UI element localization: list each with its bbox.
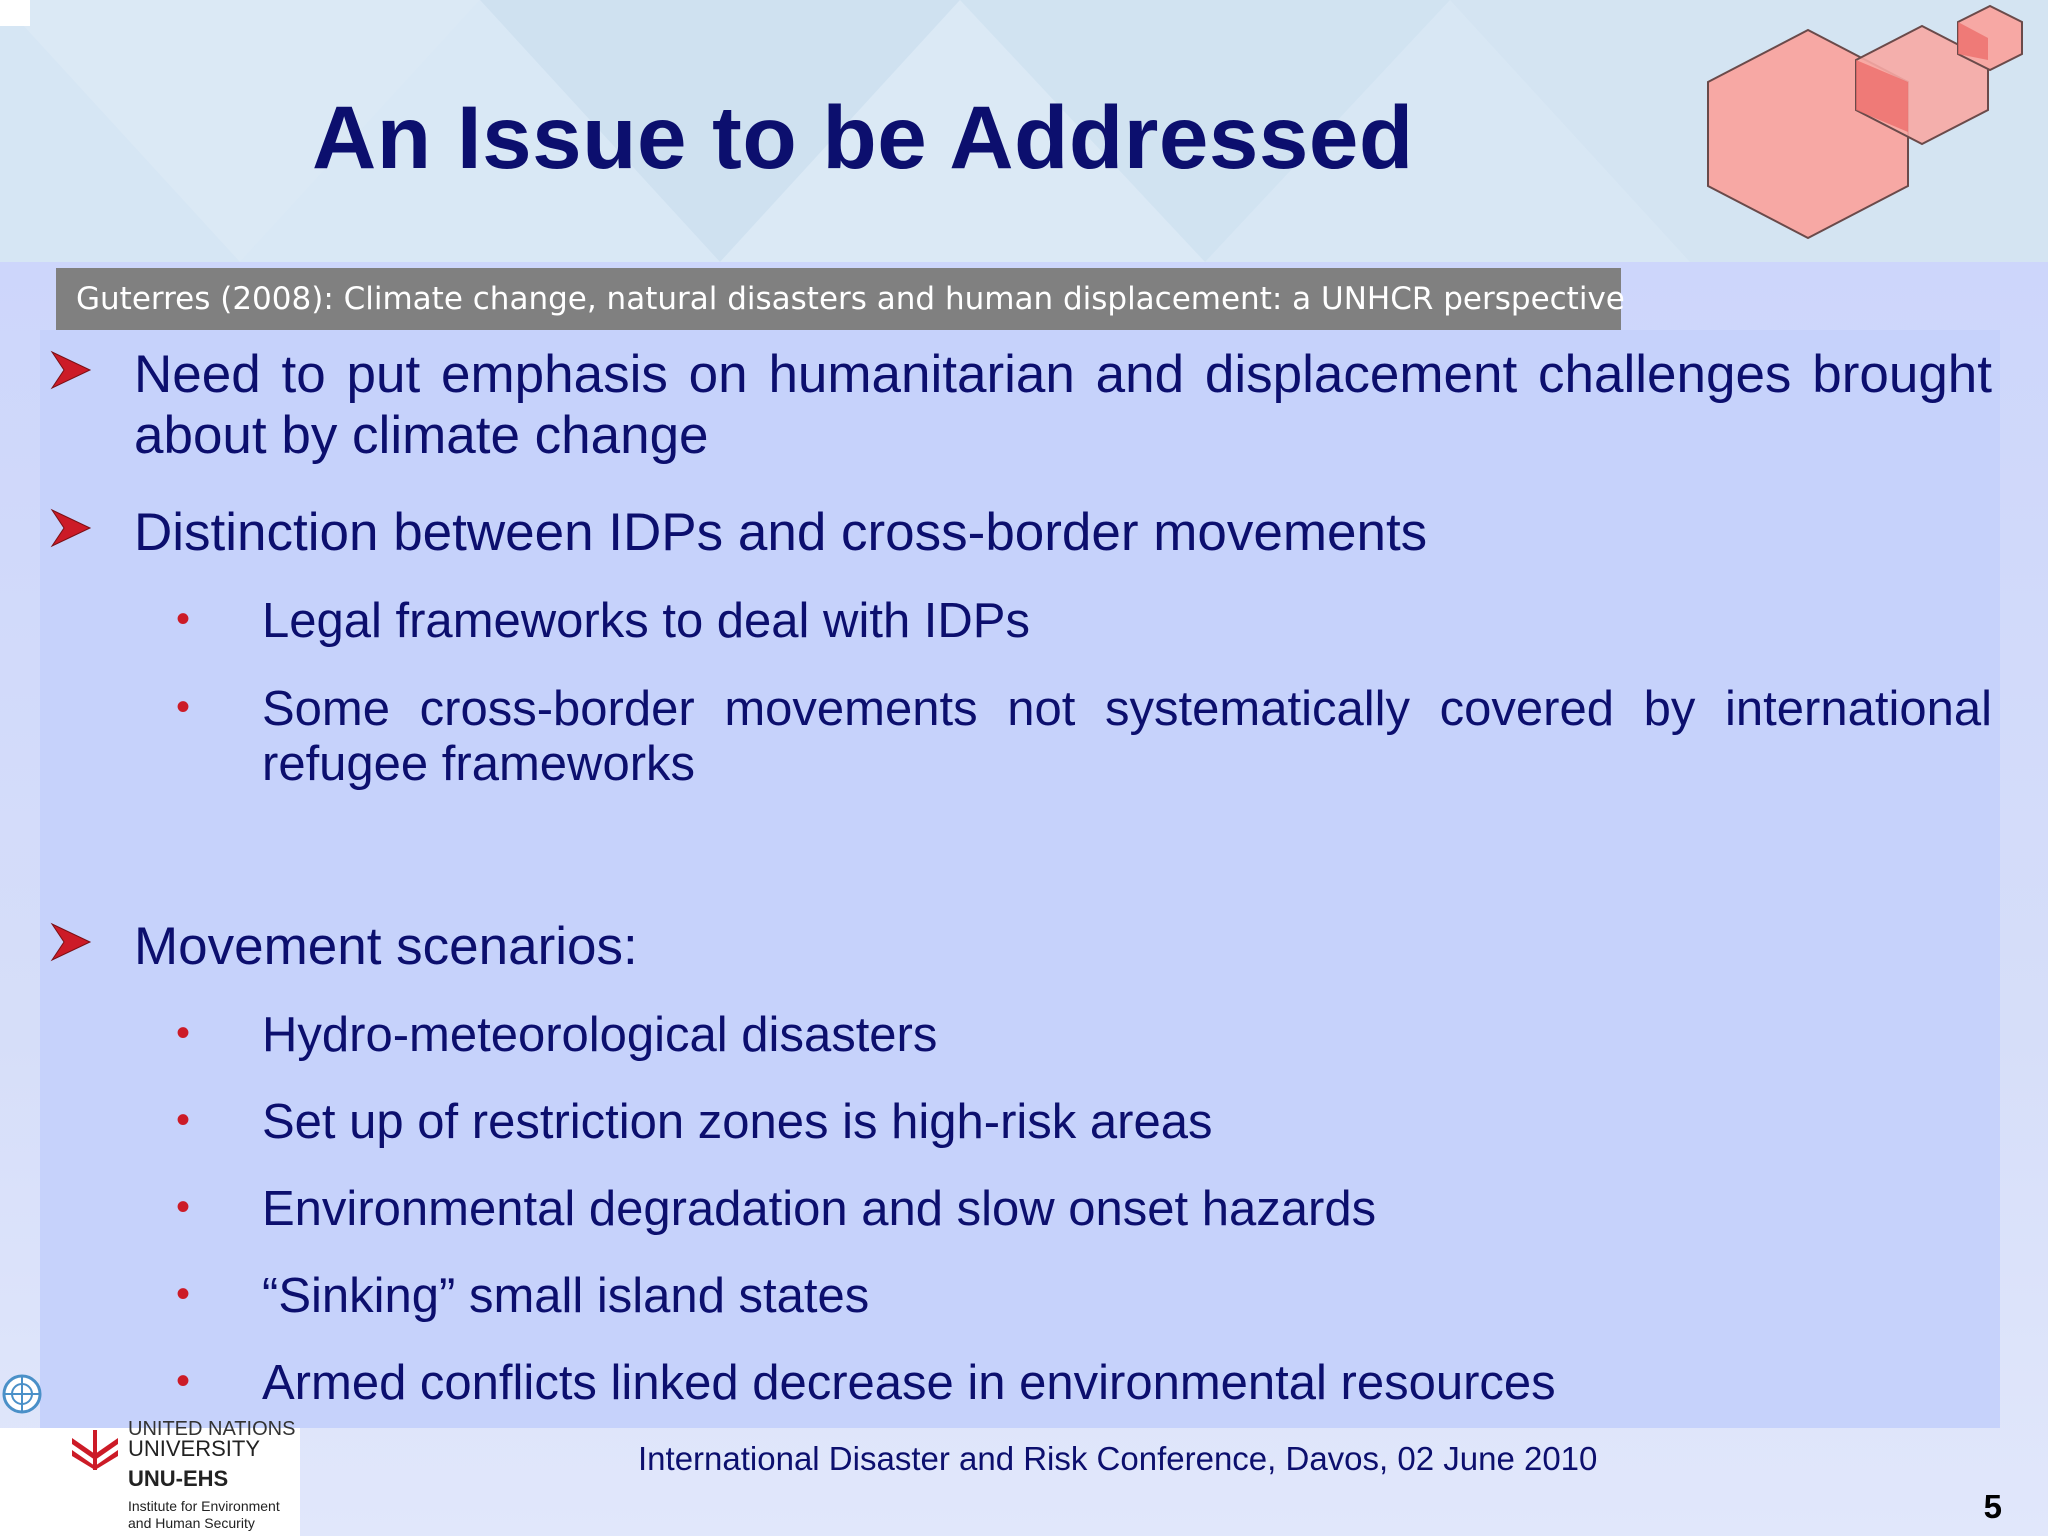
slide-title: An Issue to be Addressed — [312, 87, 1414, 187]
logo-text-unu-ehs: UNU-EHS — [128, 1466, 229, 1491]
corner-marker — [0, 0, 30, 26]
round-bullet-icon: • — [176, 1098, 191, 1142]
content-panel — [40, 330, 2000, 1428]
main-point-text: Distinction between IDPs and cross-border movements — [134, 503, 1428, 562]
sub-point-text: “Sinking” small island states — [262, 1269, 870, 1323]
main-point-text: Movement scenarios: — [134, 917, 638, 976]
round-bullet-icon: • — [176, 1011, 191, 1055]
logo-text-institute: Institute for Environment — [128, 1498, 280, 1514]
round-bullet-icon: • — [176, 1359, 191, 1403]
logo-text-university: UNIVERSITY — [128, 1436, 261, 1461]
citation-box — [56, 268, 1625, 330]
round-bullet-icon: • — [176, 1272, 191, 1316]
page-number: 5 — [1983, 1488, 2002, 1525]
un-globe-icon — [0, 1370, 44, 1418]
sub-point-text: Legal frameworks to deal with IDPs — [262, 594, 1030, 648]
round-bullet-icon: • — [176, 597, 191, 641]
sub-point-text: Set up of restriction zones is high-risk areas — [262, 1095, 1213, 1149]
hexagon-decoration-icon — [1696, 0, 2036, 245]
citation-text: Guterres (2008): Climate change, natural disasters and human displacement: a UNHCR perspective — [76, 281, 1625, 317]
unu-logo-icon — [68, 1430, 122, 1470]
footer-text: International Disaster and Risk Conference, Davos, 02 June 2010 — [638, 1440, 1598, 1477]
arrowhead-bullet-icon — [50, 922, 92, 962]
arrowhead-bullet-icon — [50, 508, 92, 548]
round-bullet-icon: • — [176, 685, 191, 729]
main-point-text: Need to put emphasis on humanitarian and displacement challenges brought about by climate change — [134, 345, 1992, 465]
round-bullet-icon: • — [176, 1185, 191, 1229]
arrowhead-bullet-icon — [50, 350, 92, 390]
sub-point-text: Armed conflicts linked decrease in environmental resources — [262, 1356, 1556, 1410]
sub-point-text: Some cross-border movements not systematically covered by international refugee frameworks — [262, 682, 1992, 791]
sub-point-text: Hydro-meteorological disasters — [262, 1008, 938, 1062]
logo-text-human-security: and Human Security — [128, 1515, 255, 1531]
sub-point-text: Environmental degradation and slow onset hazards — [262, 1182, 1377, 1236]
logo-text-united-nations: UNITED NATIONS — [128, 1418, 296, 1440]
